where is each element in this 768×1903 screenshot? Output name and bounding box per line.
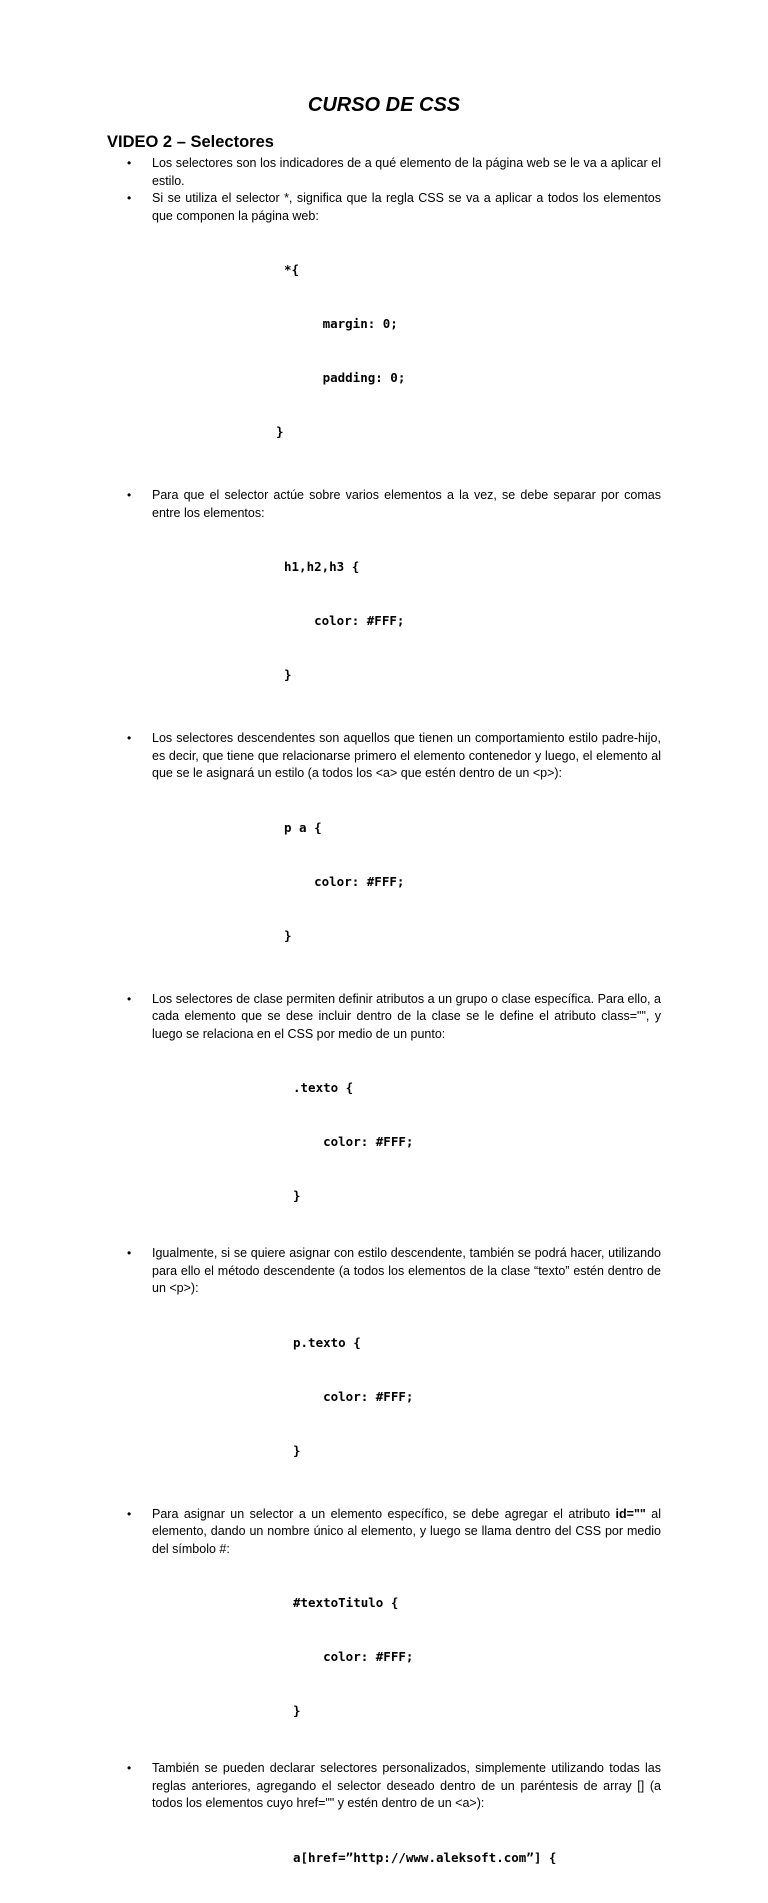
item-text: Los selectores de clase permiten definir atributos a un grupo o clase específica. Para ello, a cada elemento que se dese incluir dentro de la clase se le define el atributo class="", y luego se relaciona en el CSS por medio de un punto:	[152, 991, 661, 1041]
item-text: Igualmente, si se quiere asignar con estilo descendente, también se podrá hacer, utilizando para ello el método descendente (a todos los elementos de la clase “texto” estén dentro de un <p>):	[152, 1246, 661, 1295]
code-line: color: #FFF;	[284, 613, 405, 628]
bullet-icon: •	[127, 156, 132, 170]
bullet-icon: •	[127, 991, 132, 1006]
item-text-before: Para asignar un selector a un elemento específico, se debe agregar el atributo	[152, 1506, 616, 1521]
list-item	[0, 155, 768, 190]
list-item	[0, 730, 768, 783]
bullet-list	[0, 155, 768, 1903]
code-line: color: #FFF;	[293, 1388, 414, 1404]
list-item	[0, 487, 768, 522]
code-line: }	[284, 667, 292, 682]
code-line: a[href=”http://www.aleksoft.com”] {	[293, 1849, 557, 1865]
list-item	[0, 991, 768, 1044]
code-line: }	[276, 424, 284, 439]
list-item	[0, 1245, 768, 1298]
code-line: *{	[284, 262, 300, 277]
bullet-icon: •	[127, 1506, 132, 1521]
list-item	[0, 1760, 768, 1813]
code-line: h1,h2,h3 {	[284, 559, 360, 574]
code-block	[0, 225, 768, 477]
code-line: .texto {	[293, 1080, 354, 1095]
code-line: color: #FFF;	[293, 1649, 414, 1664]
list-item	[0, 1506, 768, 1559]
code-block	[0, 1298, 768, 1496]
bullet-icon: •	[127, 1246, 132, 1260]
code-line: }	[293, 1442, 301, 1458]
item-text: Los selectores descendentes son aquellos que tienen un comportamiento estilo padre-hijo, es decir, que tiene que relacionarse primero el elemento contenedor y luego, el elemento al que se le asignará un estilo (a todos los <a> que estén dentro de un <p>):	[152, 731, 661, 780]
document-title: CURSO DE CSS	[307, 94, 461, 116]
code-line: }	[293, 1703, 301, 1718]
bullet-icon: •	[127, 1761, 132, 1775]
item-text-bold: id=""	[615, 1506, 646, 1521]
code-block	[0, 1558, 768, 1756]
item-text-after: al elemento, dando un nombre único al elemento, y luego se llama dentro del CSS por medio del símbolo #:	[152, 1506, 661, 1556]
list-item	[0, 190, 768, 225]
code-block	[0, 1043, 768, 1241]
code-line: margin: 0;	[300, 316, 398, 331]
item-text: También se pueden declarar selectores personalizados, simplemente utilizando todas las reglas anteriores, agregando el selector deseado dentro de un paréntesis de array [] (a todos los elementos cuyo href="" y estén dentro de un <a>):	[152, 1761, 661, 1810]
code-line: color: #FFF;	[284, 873, 405, 889]
code-line: }	[293, 1188, 301, 1203]
item-text: Para que el selector actúe sobre varios elementos a la vez, se debe separar por comas entre los elementos:	[152, 488, 661, 520]
bullet-icon: •	[127, 191, 132, 205]
code-block	[0, 522, 768, 720]
code-line: #textoTitulo {	[293, 1595, 399, 1610]
code-block	[0, 783, 768, 981]
item-text: Si se utiliza el selector *, significa que la regla CSS se va a aplicar a todos los elementos que componen la página web:	[152, 191, 661, 223]
code-line: p a {	[284, 819, 322, 835]
bullet-icon: •	[127, 731, 132, 745]
code-line: p.texto {	[293, 1334, 361, 1350]
code-block	[0, 1813, 768, 1903]
section-heading: VIDEO 2 – Selectores	[107, 133, 274, 151]
bullet-icon: •	[127, 488, 132, 502]
code-line: color: #FFF;	[293, 1134, 414, 1149]
code-line: }	[284, 927, 292, 943]
item-text: Los selectores son los indicadores de a qué elemento de la página web se le va a aplicar el estilo.	[152, 156, 661, 188]
code-line: padding: 0;	[300, 370, 406, 385]
